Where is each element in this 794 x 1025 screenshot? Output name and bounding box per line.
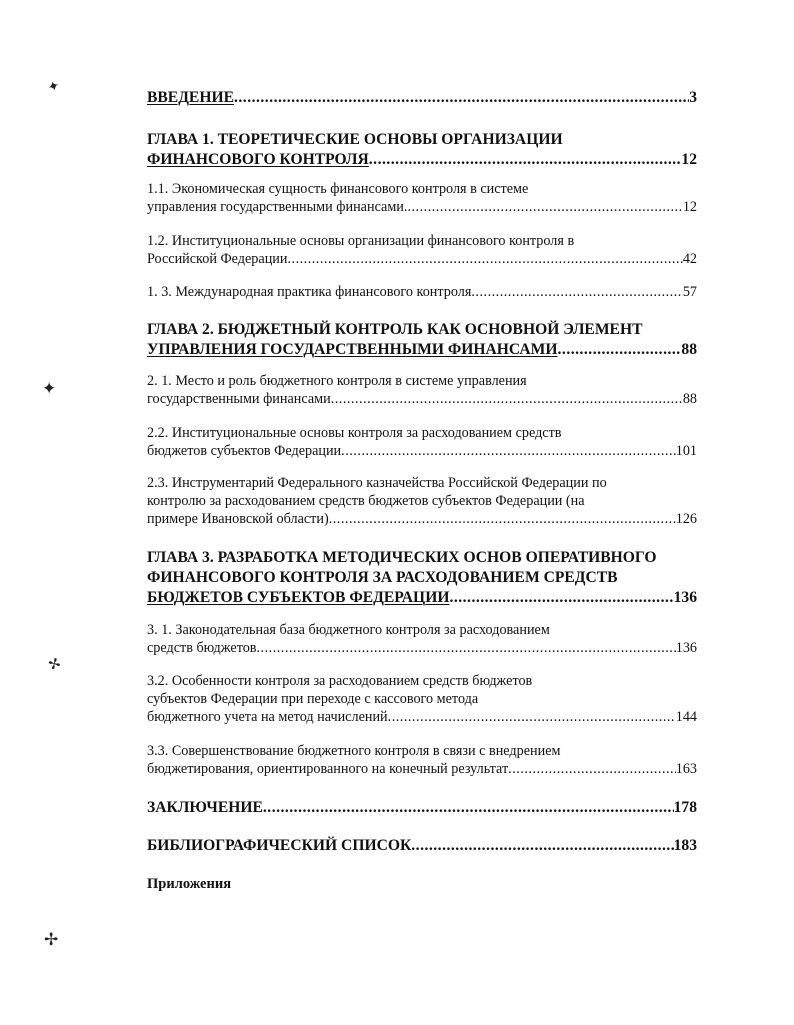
leader-dots [257, 639, 676, 657]
toc-entry-title: примере Ивановской области) [147, 511, 329, 527]
toc-entry-section-3-1[interactable] [147, 621, 697, 657]
toc-page-number: 42 [682, 251, 697, 267]
leader-dots [388, 708, 676, 726]
toc-entry-appendix[interactable]: Приложения [147, 876, 232, 892]
toc-entry-section-2-3[interactable] [147, 474, 697, 528]
leader-dots [369, 150, 682, 170]
toc-page-number: 88 [682, 391, 697, 407]
toc-page-number: 163 [675, 761, 697, 777]
leader-dots [234, 88, 689, 108]
toc-page-number: 101 [675, 443, 697, 459]
leader-dots [407, 198, 682, 216]
toc-page-number: 144 [675, 709, 697, 725]
toc-page-number: 126 [675, 511, 697, 527]
toc-entry-bibliography[interactable] [147, 836, 697, 856]
toc-entry-section-3-2[interactable] [147, 672, 697, 726]
leader-dots [341, 442, 676, 460]
toc-entry-section-1-2[interactable] [147, 232, 697, 268]
leader-dots [558, 340, 682, 360]
toc-entry-title: 3.3. Совершенствование бюджетного контроля в связи с внедрением [147, 743, 561, 759]
leader-dots [331, 390, 683, 408]
toc-entry-title: БЮДЖЕТОВ СУБЪЕКТОВ ФЕДЕРАЦИИ [147, 589, 450, 606]
toc-entry-title: УПРАВЛЕНИЯ ГОСУДАРСТВЕННЫМИ ФИНАНСАМИ [147, 341, 558, 358]
toc-entry-chapter-3[interactable] [147, 548, 697, 608]
toc-page-number: 136 [673, 589, 697, 606]
toc-entry-title: ФИНАНСОВОГО КОНТРОЛЯ [147, 151, 369, 168]
toc-entry-title: 3. 1. Законодательная база бюджетного контроля за расходованием [147, 622, 550, 638]
toc-entry-title: государственными финансами [147, 391, 331, 407]
toc-entry-title: 2.2. Институциональные основы контроля за расходованием средств [147, 425, 562, 441]
toc-entry-title: ЗАКЛЮЧЕНИЕ [147, 799, 263, 816]
toc-page-number: 57 [682, 284, 697, 300]
toc-entry-title: ГЛАВА 3. РАЗРАБОТКА МЕТОДИЧЕСКИХ ОСНОВ ОПЕРАТИВНОГО [147, 549, 657, 566]
toc-entry-title: средств бюджетов [147, 640, 257, 656]
leader-dots [329, 510, 676, 528]
scan-mark-icon: ✢ [45, 653, 63, 675]
scan-mark-icon: ✦ [42, 379, 57, 399]
toc-entry-title: ГЛАВА 2. БЮДЖЕТНЫЙ КОНТРОЛЬ КАК ОСНОВНОЙ ЭЛЕМЕНТ [147, 321, 643, 338]
toc-entry-title: бюджетного учета на метод начислений [147, 709, 388, 725]
leader-dots [263, 798, 674, 818]
toc-entry-title: ВВЕДЕНИЕ [147, 89, 234, 106]
toc-page-number: 12 [681, 151, 697, 168]
toc-page-number: 3 [689, 89, 697, 106]
toc-entry-section-1-1[interactable] [147, 180, 697, 216]
toc-entry-title: БИБЛИОГРАФИЧЕСКИЙ СПИСОК [147, 837, 412, 854]
toc-entry-title: 1.2. Институциональные основы организации финансового контроля в [147, 233, 575, 249]
toc-page-number: 88 [681, 341, 697, 358]
toc-entry-title: ФИНАНСОВОГО КОНТРОЛЯ ЗА РАСХОДОВАНИЕМ СРЕДСТВ [147, 569, 618, 586]
toc-entry-chapter-2[interactable] [147, 320, 697, 360]
toc-entry-title: 2. 1. Место и роль бюджетного контроля в системе управления [147, 373, 527, 389]
toc-entry-title: 1.1. Экономическая сущность финансового контроля в системе [147, 181, 529, 197]
scan-mark-icon: ✢ [44, 930, 59, 950]
leader-dots [287, 250, 682, 268]
leader-dots [508, 760, 676, 778]
leader-dots [449, 588, 673, 608]
scan-mark-icon: ✦ [45, 77, 63, 97]
toc-entry-title: 1. 3. Международная практика финансового контроля [147, 284, 472, 300]
toc-entry-intro[interactable] [147, 88, 697, 108]
toc-entry-title: управления государственными финансами. [147, 199, 408, 215]
toc-entry-title: ГЛАВА 1. ТЕОРЕТИЧЕСКИЕ ОСНОВЫ ОРГАНИЗАЦИИ [147, 131, 563, 148]
toc-entry-section-3-3[interactable] [147, 742, 697, 778]
toc-page-number: 183 [673, 837, 697, 854]
toc-entry-conclusion[interactable] [147, 798, 697, 818]
toc-entry-section-1-3[interactable] [147, 283, 697, 301]
toc-entry-section-2-2[interactable] [147, 424, 697, 460]
toc-entry-section-2-1[interactable] [147, 372, 697, 408]
toc-entry-title: субъектов Федерации при переходе с кассового метода [147, 691, 479, 707]
toc-entry-title: контролю за расходованием средств бюджетов субъектов Федерации (на [147, 493, 585, 509]
toc-entry-title: 2.3. Инструментарий Федерального казначейства Российской Федерации по [147, 475, 607, 491]
leader-dots [471, 283, 682, 301]
toc-entry-title: Российской Федерации [147, 251, 288, 267]
leader-dots [411, 836, 673, 856]
toc-page-number: 178 [673, 799, 697, 816]
toc-entry-chapter-1[interactable] [147, 130, 697, 170]
toc-page-number: 136 [675, 640, 697, 656]
toc-page-number: 12 [682, 199, 697, 215]
toc-entry-title: бюджетов субъектов Федерации [147, 443, 342, 459]
toc-entry-title: 3.2. Особенности контроля за расходованием средств бюджетов [147, 673, 533, 689]
toc-entry-title: бюджетирования, ориентированного на конечный результат [147, 761, 509, 777]
